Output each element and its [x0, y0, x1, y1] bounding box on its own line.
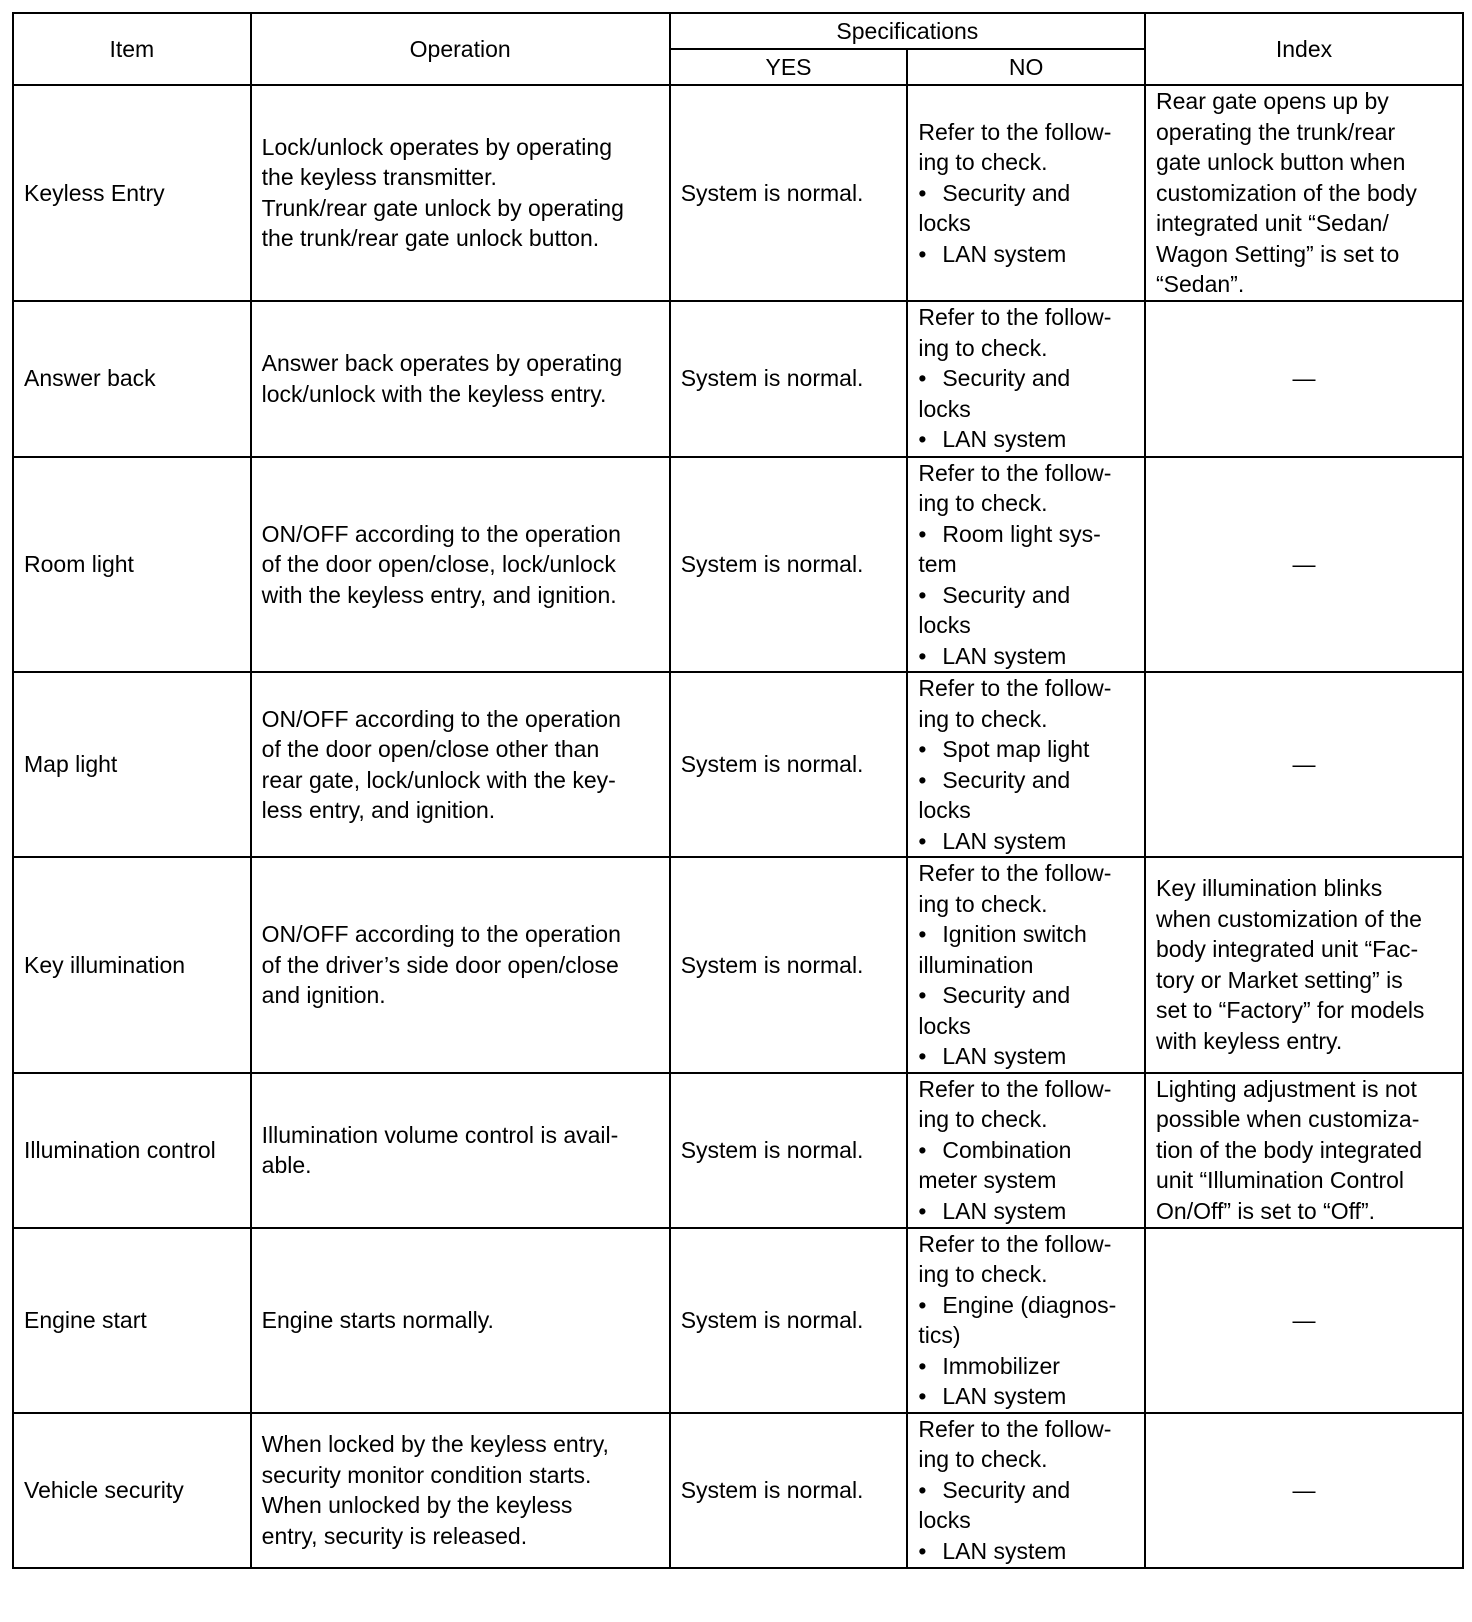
item-cell: Answer back: [13, 301, 251, 457]
index-cell: [1145, 1073, 1463, 1228]
index-line: On/Off” is set to “Off”.: [1156, 1197, 1375, 1224]
yes-cell: System is normal.: [670, 1228, 908, 1413]
operation-line: Illumination volume control is avail-: [261, 1121, 619, 1148]
bullet-text: Ignition switch: [942, 921, 1087, 947]
table-row: [13, 85, 1463, 301]
bullet-text: locks: [918, 612, 971, 638]
index-line: customization of the body: [1156, 179, 1417, 206]
no-intro-line: ing to check.: [918, 705, 1048, 732]
no-intro-line: Refer to the follow-: [918, 675, 1112, 701]
bullet-item: [918, 826, 1134, 857]
bullet-text: Security and: [942, 982, 1071, 1008]
bullet-item: [918, 519, 1134, 550]
no-intro-line: ing to check.: [918, 1446, 1048, 1473]
index-line: possible when customiza-: [1156, 1106, 1420, 1133]
index-line: when customization of the: [1156, 905, 1422, 932]
operation-line: with the keyless entry, and ignition.: [261, 581, 617, 608]
bullet-text: Security and: [942, 179, 1071, 206]
yes-cell: System is normal.: [670, 457, 908, 673]
bullet-text: locks: [918, 395, 971, 422]
index-line: Lighting adjustment is not: [1156, 1075, 1417, 1102]
bullet-icon: •: [918, 642, 927, 669]
bullet-text: locks: [918, 1507, 971, 1534]
no-intro-line: Refer to the follow-: [918, 1230, 1112, 1257]
index-line: —: [1292, 751, 1316, 778]
bullet-text: locks: [918, 797, 971, 823]
item-cell: Illumination control: [13, 1073, 251, 1228]
bullet-text: LAN system: [942, 426, 1067, 453]
bullet-icon: •: [918, 520, 927, 547]
item-cell: Map light: [13, 672, 251, 857]
no-intro-line: ing to check.: [918, 334, 1048, 361]
no-intro-line: ing to check.: [918, 490, 1048, 516]
specifications-table: [12, 12, 1464, 1569]
bullet-item: [918, 1320, 1134, 1351]
bullet-text: Security and: [942, 766, 1071, 793]
bullet-icon: •: [918, 426, 927, 453]
index-cell: [1145, 672, 1463, 857]
no-intro-line: Refer to the follow-: [918, 1075, 1112, 1102]
index-line: tion of the body integrated: [1156, 1136, 1422, 1163]
no-cell: [907, 457, 1145, 673]
bullet-text: Security and: [942, 365, 1071, 392]
header-index: Index: [1145, 13, 1463, 85]
no-cell: [907, 1413, 1145, 1568]
index-line: integrated unit “Sedan/: [1156, 210, 1389, 236]
no-intro-line: ing to check.: [918, 890, 1048, 917]
operation-line: Trunk/rear gate unlock by operating: [261, 194, 624, 221]
bullet-item: [918, 580, 1134, 611]
operation-line: ON/OFF according to the operation: [261, 705, 621, 732]
index-line: “Sedan”.: [1156, 271, 1245, 297]
yes-cell: System is normal.: [670, 301, 908, 457]
no-cell: [907, 1228, 1145, 1413]
bullet-item: [918, 795, 1134, 826]
index-cell: [1145, 301, 1463, 457]
bullet-icon: •: [918, 766, 927, 793]
index-line: tory or Market setting” is: [1156, 966, 1403, 993]
index-cell: [1145, 857, 1463, 1073]
bullet-item: [918, 1536, 1134, 1567]
bullet-text: Security and: [942, 1476, 1071, 1503]
bullet-text: Engine (diagnos-: [942, 1291, 1117, 1318]
no-intro-line: Refer to the follow-: [918, 118, 1112, 145]
no-intro-line: Refer to the follow-: [918, 459, 1112, 486]
bullet-text: tics): [918, 1322, 961, 1348]
no-intro-line: Refer to the follow-: [918, 1415, 1112, 1442]
no-cell: [907, 672, 1145, 857]
operation-line: of the door open/close other than: [261, 736, 600, 762]
item-cell: Vehicle security: [13, 1413, 251, 1568]
bullet-text: meter system: [918, 1167, 1057, 1194]
bullet-icon: •: [918, 1197, 927, 1224]
index-line: —: [1292, 551, 1316, 577]
item-cell: Room light: [13, 457, 251, 673]
bullet-text: Room light sys-: [942, 520, 1101, 547]
bullet-text: Immobilizer: [942, 1352, 1060, 1379]
no-cell: [907, 857, 1145, 1073]
bullet-text: locks: [918, 210, 971, 236]
table-row: [13, 1073, 1463, 1228]
bullet-item: [918, 208, 1134, 239]
bullet-item: [918, 919, 1134, 950]
bullet-item: [918, 980, 1134, 1011]
table-row: [13, 1228, 1463, 1413]
header-operation: Operation: [251, 13, 670, 85]
operation-line: able.: [261, 1152, 312, 1178]
operation-line: When locked by the keyless entry,: [261, 1431, 609, 1457]
header-no: NO: [907, 49, 1145, 85]
yes-cell: System is normal.: [670, 672, 908, 857]
bullet-text: LAN system: [942, 1043, 1067, 1069]
index-line: set to “Factory” for models: [1156, 997, 1425, 1024]
bullet-text: LAN system: [942, 827, 1067, 854]
bullet-icon: •: [918, 581, 927, 608]
bullet-icon: •: [918, 921, 927, 947]
operation-line: Engine starts normally.: [261, 1306, 494, 1333]
yes-cell: System is normal.: [670, 1413, 908, 1568]
bullet-item: [918, 363, 1134, 394]
operation-cell: [251, 457, 670, 673]
bullet-item: [918, 1475, 1134, 1506]
no-cell: [907, 301, 1145, 457]
item-cell: Key illumination: [13, 857, 251, 1073]
bullet-icon: •: [918, 365, 927, 392]
operation-line: security monitor condition starts.: [261, 1461, 592, 1488]
table-row: [13, 672, 1463, 857]
table-row: [13, 857, 1463, 1073]
index-line: Rear gate opens up by: [1156, 88, 1389, 114]
operation-line: rear gate, lock/unlock with the key-: [261, 766, 616, 793]
bullet-item: [918, 424, 1134, 455]
bullet-text: LAN system: [942, 1383, 1067, 1409]
bullet-item: [918, 1505, 1134, 1536]
bullet-item: [918, 641, 1134, 672]
table-row: [13, 1413, 1463, 1568]
no-intro-line: ing to check.: [918, 1261, 1048, 1287]
operation-cell: [251, 672, 670, 857]
bullet-icon: •: [918, 827, 927, 854]
bullet-item: [918, 1196, 1134, 1227]
bullet-item: [918, 1290, 1134, 1321]
index-line: unit “Illumination Control: [1156, 1167, 1405, 1194]
operation-line: the trunk/rear gate unlock button.: [261, 225, 600, 252]
no-intro-line: ing to check.: [918, 1106, 1048, 1133]
header-item: Item: [13, 13, 251, 85]
index-line: —: [1292, 1476, 1316, 1503]
yes-cell: System is normal.: [670, 857, 908, 1073]
bullet-item: [918, 734, 1134, 765]
index-cell: [1145, 85, 1463, 301]
table-row: [13, 457, 1463, 673]
index-cell: [1145, 1413, 1463, 1568]
index-line: body integrated unit “Fac-: [1156, 936, 1419, 963]
operation-line: less entry, and ignition.: [261, 797, 496, 823]
operation-line: Answer back operates by operating: [261, 350, 623, 376]
bullet-item: [918, 1135, 1134, 1166]
bullet-item: [918, 394, 1134, 425]
table-body: [13, 85, 1463, 1568]
bullet-text: illumination: [918, 951, 1034, 978]
index-cell: [1145, 457, 1463, 673]
yes-cell: System is normal.: [670, 85, 908, 301]
no-intro-line: Refer to the follow-: [918, 304, 1112, 331]
item-cell: Engine start: [13, 1228, 251, 1413]
bullet-icon: •: [918, 982, 927, 1008]
bullet-icon: •: [918, 736, 927, 762]
no-intro-line: ing to check.: [918, 149, 1048, 175]
bullet-text: LAN system: [942, 642, 1067, 669]
operation-line: When unlocked by the keyless: [261, 1492, 573, 1518]
item-cell: Keyless Entry: [13, 85, 251, 301]
operation-cell: [251, 1413, 670, 1568]
operation-line: ON/OFF according to the operation: [261, 921, 621, 947]
operation-line: ON/OFF according to the operation: [261, 520, 621, 547]
no-cell: [907, 85, 1145, 301]
table-header: [13, 13, 1463, 85]
operation-cell: [251, 1228, 670, 1413]
operation-line: entry, security is released.: [261, 1522, 528, 1549]
bullet-item: [918, 1351, 1134, 1382]
bullet-text: locks: [918, 1012, 971, 1039]
bullet-item: [918, 239, 1134, 270]
bullet-text: Security and: [942, 581, 1071, 608]
bullet-text: tem: [918, 551, 957, 577]
bullet-icon: •: [918, 1476, 927, 1503]
operation-cell: [251, 857, 670, 1073]
index-line: Key illumination blinks: [1156, 875, 1383, 902]
bullet-icon: •: [918, 179, 927, 206]
index-cell: [1145, 1228, 1463, 1413]
bullet-item: [918, 950, 1134, 981]
header-yes: YES: [670, 49, 908, 85]
header-specifications: Specifications: [670, 13, 1145, 49]
bullet-text: LAN system: [942, 1197, 1067, 1224]
bullet-icon: •: [918, 1383, 927, 1409]
operation-cell: [251, 1073, 670, 1228]
bullet-icon: •: [918, 240, 927, 267]
operation-line: of the door open/close, lock/unlock: [261, 551, 616, 577]
bullet-icon: •: [918, 1537, 927, 1564]
bullet-item: [918, 1041, 1134, 1072]
operation-cell: [251, 85, 670, 301]
yes-cell: System is normal.: [670, 1073, 908, 1228]
bullet-icon: •: [918, 1352, 927, 1379]
no-intro-line: Refer to the follow-: [918, 860, 1112, 886]
bullet-text: LAN system: [942, 1537, 1067, 1564]
bullet-item: [918, 1381, 1134, 1412]
index-line: operating the trunk/rear: [1156, 118, 1396, 145]
index-line: —: [1292, 1306, 1316, 1333]
bullet-text: Combination: [942, 1136, 1072, 1163]
operation-line: the keyless transmitter.: [261, 164, 497, 191]
index-line: gate unlock button when: [1156, 149, 1406, 175]
operation-line: of the driver’s side door open/close: [261, 951, 619, 978]
bullet-item: [918, 610, 1134, 641]
bullet-icon: •: [918, 1291, 927, 1318]
bullet-item: [918, 178, 1134, 209]
operation-line: lock/unlock with the keyless entry.: [261, 380, 607, 407]
bullet-text: LAN system: [942, 240, 1067, 267]
bullet-item: [918, 1165, 1134, 1196]
bullet-icon: •: [918, 1043, 927, 1069]
bullet-text: Spot map light: [942, 736, 1090, 762]
operation-line: Lock/unlock operates by operating: [261, 133, 612, 160]
index-line: Wagon Setting” is set to: [1156, 240, 1400, 267]
bullet-item: [918, 549, 1134, 580]
operation-cell: [251, 301, 670, 457]
bullet-item: [918, 1011, 1134, 1042]
index-line: with keyless entry.: [1156, 1027, 1343, 1054]
operation-line: and ignition.: [261, 982, 386, 1008]
no-cell: [907, 1073, 1145, 1228]
bullet-icon: •: [918, 1136, 927, 1163]
index-line: —: [1292, 365, 1316, 392]
table-row: [13, 301, 1463, 457]
bullet-item: [918, 765, 1134, 796]
